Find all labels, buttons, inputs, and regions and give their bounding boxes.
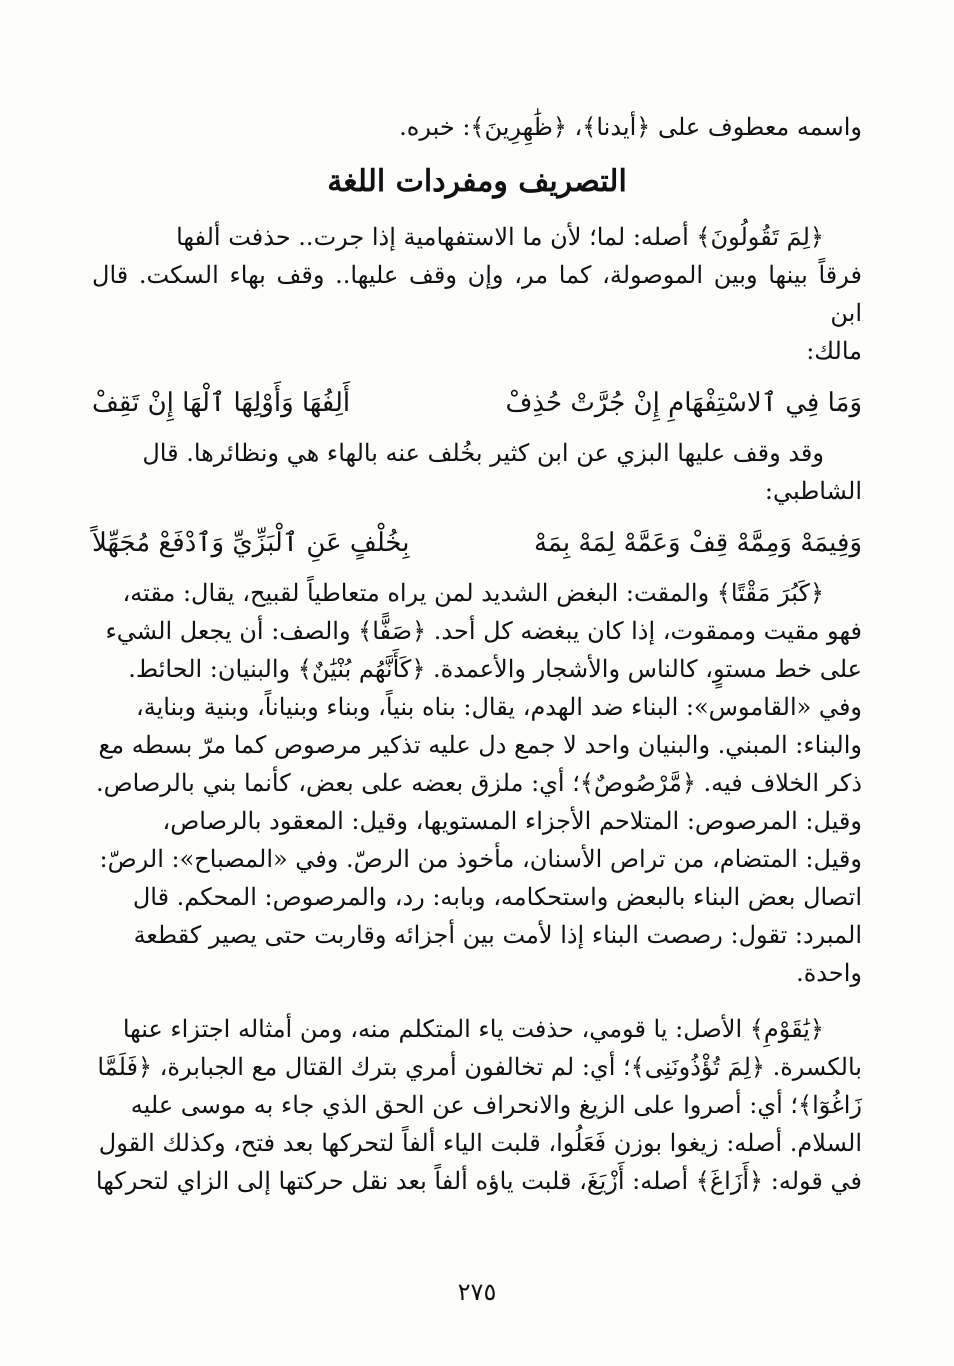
intro-line: واسمه معطوف على ﴿أيدنا﴾، ﴿ظَٰهِرِينَ﴾: خبره. — [399, 113, 862, 141]
text-line: اتصال بعض البناء بالبعض واستحكامه، وبابه: رد، والمرصوص: المحكم. قال — [132, 883, 862, 911]
text-line: زَاغُوٓا﴾؛ أي: أصروا على الزيغ والانحراف عن الحق الذي جاء به موسى عليه — [130, 1091, 862, 1119]
text-line: وقد وقف عليها البزي عن ابن كثير بخُلف عنه بالهاء هي ونظائرها. قال — [142, 439, 824, 467]
text-line: على خط مستوٍ، كالناس والأشجار والأعمدة. ﴿كَأَنَّهُم بُنْيَٰنٌ﴾ والبنيان: الحائط. — [128, 655, 862, 683]
text-line: مالك: — [806, 337, 862, 365]
poetry-verse-1 — [92, 380, 862, 426]
text-line: واحدة. — [796, 959, 862, 987]
text-line: السلام. أصله: زيغوا بوزن فَعَلُوا، قلبت الياء ألفاً لتحركها بعد فتح، وكذلك القول — [98, 1129, 862, 1157]
verse-first-hemistich: وَمَا فِي ٱلاسْتِفْهَامِ إِنْ جُرَّتْ حُذِفْ — [505, 388, 862, 418]
text-line: ﴿يَٰقَوْمِ﴾ الأصل: يا قومي، حذفت ياء المتكلم منه، ومن أمثاله اجتزاء عنها — [122, 1015, 824, 1043]
verse-second-hemistich: بِخُلْفٍ عَنِ ٱلْبَزِّيِّ وَٱدْفَعْ مُجَهِّلاً — [92, 528, 410, 558]
verse-second-hemistich: أَلِفُهَا وَأَوْلِهَا ٱلْهَا إِنْ تَقِفْ — [92, 388, 351, 418]
text-line: في قوله: ﴿أَزَاغَ﴾ أصله: أَزْيَغَ، قلبت ياؤه ألفاً بعد نقل حركتها إلى الزاي لتحركها — [95, 1167, 862, 1195]
text-line: وفي «القاموس»: البناء ضد الهدم، يقال: بناه بنياً، وبناء وبنياناً، وبنية وبناية، — [135, 693, 862, 721]
text-line: والبناء: المبني. والبنيان واحد لا جمع دل عليه تذكير مرصوص كما مرّ بسطه مع — [98, 731, 862, 759]
text-line: ﴿كَبُرَ مَقْتًا﴾ والمقت: البغض الشديد لمن يراه متعاطياً لقبيح، يقال: مقته، — [122, 579, 824, 607]
text-line: الشاطبي: — [764, 477, 862, 505]
text-line: فرقاً بينها وبين الموصولة، كما مر، وإن وقف عليها.. وقف بهاء السكت. قال ابن — [92, 261, 862, 327]
paragraph-1 — [92, 218, 862, 370]
paragraph-2 — [92, 434, 862, 510]
text-line: المبرد: تقول: رصصت البناء إذا لأمت بين أجزائه وقاربت حتى يصير كقطعة — [133, 921, 862, 949]
text-line: وقيل: المرصوص: المتلاحم الأجزاء المستويها، وقيل: المعقود بالرصاص، — [162, 807, 862, 835]
poetry-verse-2 — [92, 520, 862, 566]
text-line: ﴿لِمَ تَقُولُونَ﴾ أصله: لما؛ لأن ما الاستفهامية إذا جرت.. حذفت ألفها — [176, 223, 824, 251]
text-line: ذكر الخلاف فيه. ﴿مَّرْصُوصٌ﴾؛ أي: ملزق بعضه على بعض، كأنما بني بالرصاص. — [95, 769, 862, 797]
text-line: بالكسرة. ﴿لِمَ تُؤْذُونَنِى﴾؛ أي: لم تخالفون أمري بترك القتال مع الجبابرة، ﴿فَلَمَّا — [97, 1053, 862, 1081]
paragraph-3 — [92, 574, 862, 992]
text-line: فهو مقيت وممقوت، إذا كان يبغضه كل أحد. ﴿صَفًّا﴾ والصف: أن يجعل الشيء — [105, 617, 862, 645]
verse-first-hemistich: وَفِيمَهْ وَمِمَّهْ قِفْ وَعَمَّهْ لِمَهْ بِمَهْ — [533, 528, 862, 558]
page-number: ٢٧٥ — [457, 1278, 497, 1306]
paragraph-4 — [92, 1010, 862, 1200]
text-line: وقيل: المتضام، من تراص الأسنان، مأخوذ من الرصّ. وفي «المصباح»: الرصّ: — [99, 845, 862, 873]
section-title: التصريف ومفردات اللغة — [327, 164, 627, 199]
